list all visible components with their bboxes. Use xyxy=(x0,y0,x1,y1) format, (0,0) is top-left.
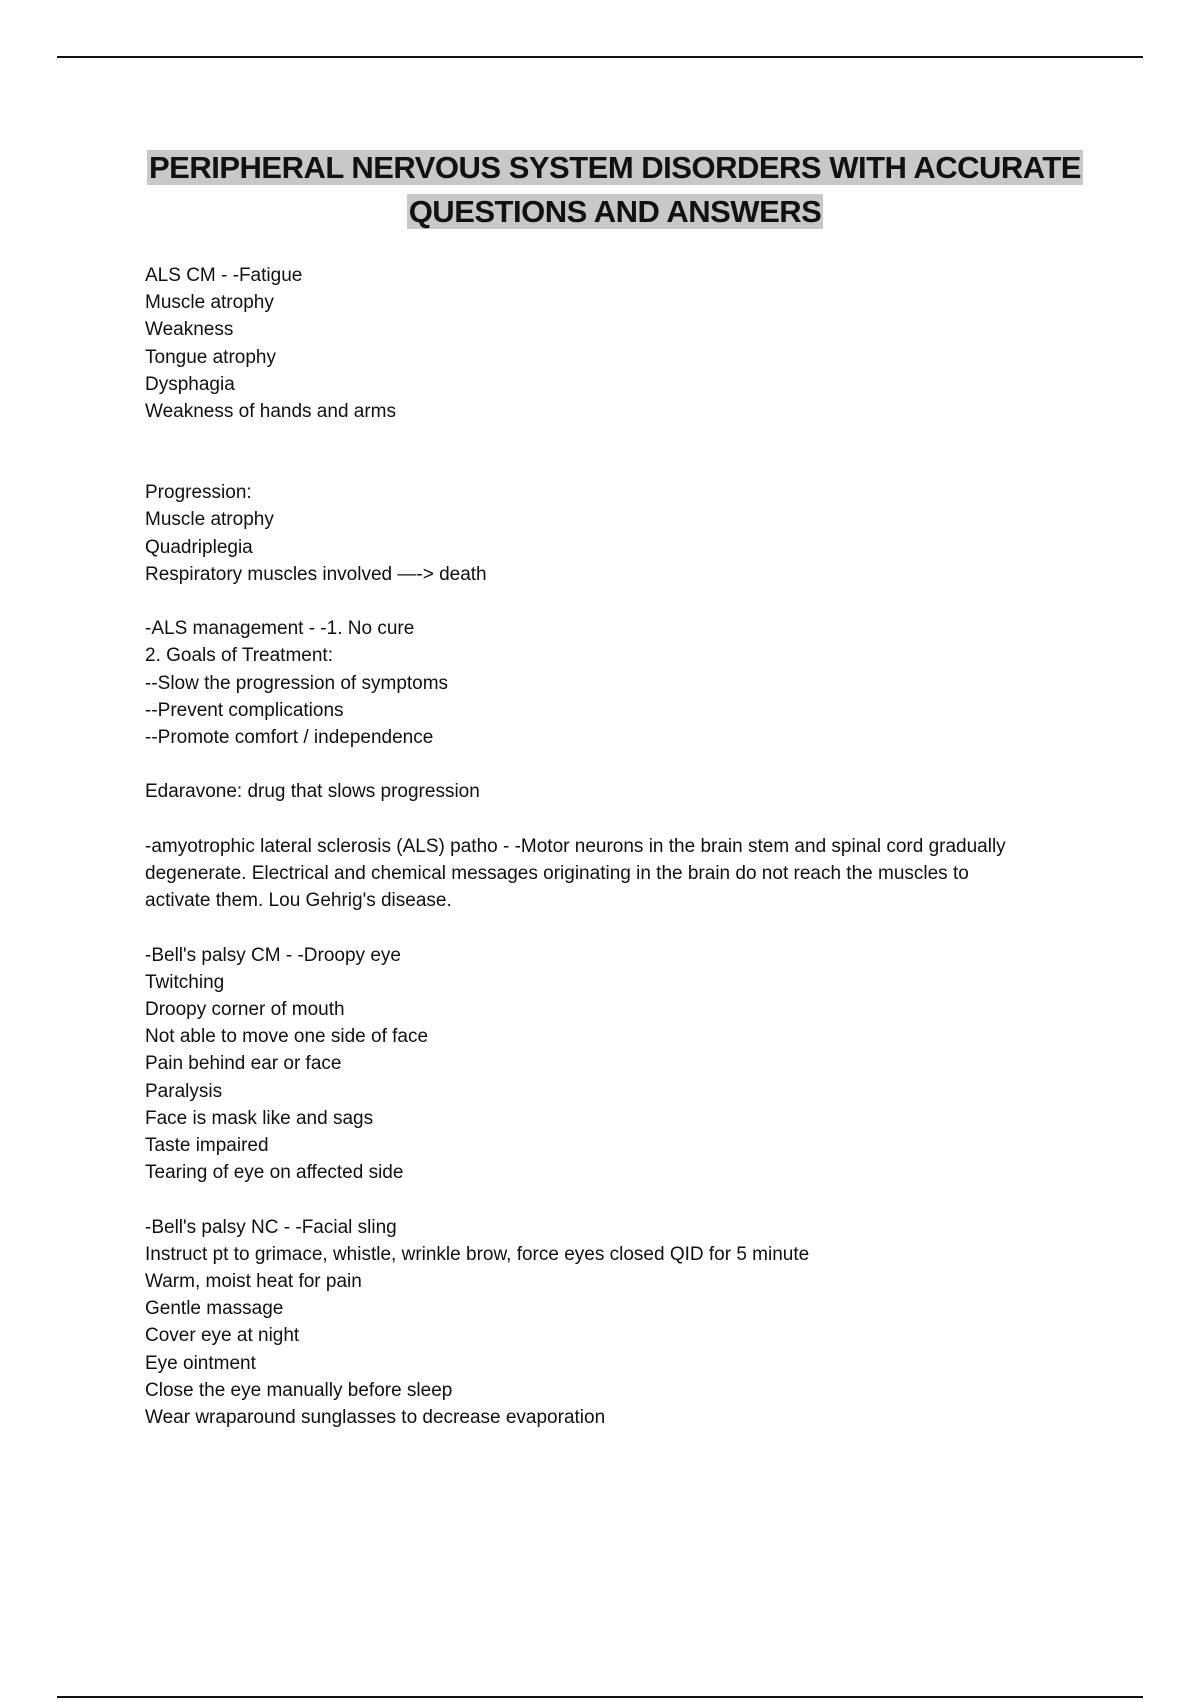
text-line: Weakness xyxy=(145,319,234,341)
text-line: -Bell's palsy CM - -Droopy eye xyxy=(145,944,401,966)
document-body xyxy=(145,262,1085,1431)
section-bells-nc xyxy=(145,1214,1085,1432)
text-line: --Promote comfort / independence xyxy=(145,727,434,749)
text-line: Tongue atrophy xyxy=(145,346,276,368)
text-line: Close the eye manually before sleep xyxy=(145,1379,453,1401)
section-bells-cm xyxy=(145,942,1085,1187)
text-line: --Prevent complications xyxy=(145,699,344,721)
text-line: 2. Goals of Treatment: xyxy=(145,645,333,667)
text-line: activate them. Lou Gehrig's disease. xyxy=(145,890,452,912)
section-als-patho xyxy=(145,833,1085,915)
title-line-1: PERIPHERAL NERVOUS SYSTEM DISORDERS WITH ACCURATE xyxy=(148,150,1081,185)
document-title xyxy=(100,146,1130,234)
text-line: Quadriplegia xyxy=(145,536,253,558)
text-line: Respiratory muscles involved —-> death xyxy=(145,563,487,585)
text-line: Dysphagia xyxy=(145,373,235,395)
section-edaravone xyxy=(145,778,1085,805)
text-line: Taste impaired xyxy=(145,1135,269,1157)
text-line: degenerate. Electrical and chemical messages originating in the brain do not reach the muscles to xyxy=(145,863,969,885)
text-line: --Slow the progression of symptoms xyxy=(145,672,449,694)
text-line: -amyotrophic lateral sclerosis (ALS) patho - -Motor neurons in the brain stem and spinal cord gradually xyxy=(145,835,1006,857)
text-line: Progression: xyxy=(145,482,252,504)
text-line: -Bell's palsy NC - -Facial sling xyxy=(145,1216,397,1238)
text-line: Not able to move one side of face xyxy=(145,1026,429,1048)
text-line: Gentle massage xyxy=(145,1298,284,1320)
text-line: Eye ointment xyxy=(145,1352,256,1374)
header-rule xyxy=(57,56,1143,58)
spacer xyxy=(145,1186,1085,1213)
spacer xyxy=(145,425,1085,479)
text-line: Wear wraparound sunglasses to decrease evaporation xyxy=(145,1407,606,1429)
text-line: Face is mask like and sags xyxy=(145,1107,374,1129)
text-line: Instruct pt to grimace, whistle, wrinkle brow, force eyes closed QID for 5 minute xyxy=(145,1243,810,1265)
text-line: Muscle atrophy xyxy=(145,292,274,314)
text-line: ALS CM - -Fatigue xyxy=(145,265,303,286)
spacer xyxy=(145,751,1085,778)
text-line: Warm, moist heat for pain xyxy=(145,1271,362,1293)
text-line: Twitching xyxy=(145,971,225,993)
footer-rule xyxy=(57,1696,1143,1698)
text-line: Weakness of hands and arms xyxy=(145,401,397,423)
section-progression xyxy=(145,479,1085,588)
text-line: -ALS management - -1. No cure xyxy=(145,618,415,640)
text-line: Paralysis xyxy=(145,1080,223,1102)
text-line: Pain behind ear or face xyxy=(145,1053,342,1075)
text-line: Cover eye at night xyxy=(145,1325,300,1347)
text-line: Tearing of eye on affected side xyxy=(145,1162,404,1184)
title-line-2: QUESTIONS AND ANSWERS xyxy=(408,194,822,229)
text-line: Edaravone: drug that slows progression xyxy=(145,781,480,803)
section-als-cm xyxy=(145,262,1085,425)
spacer xyxy=(145,588,1085,615)
section-als-management xyxy=(145,615,1085,751)
spacer xyxy=(145,914,1085,941)
spacer xyxy=(145,806,1085,833)
text-line: Droopy corner of mouth xyxy=(145,999,345,1021)
text-line: Muscle atrophy xyxy=(145,509,274,531)
